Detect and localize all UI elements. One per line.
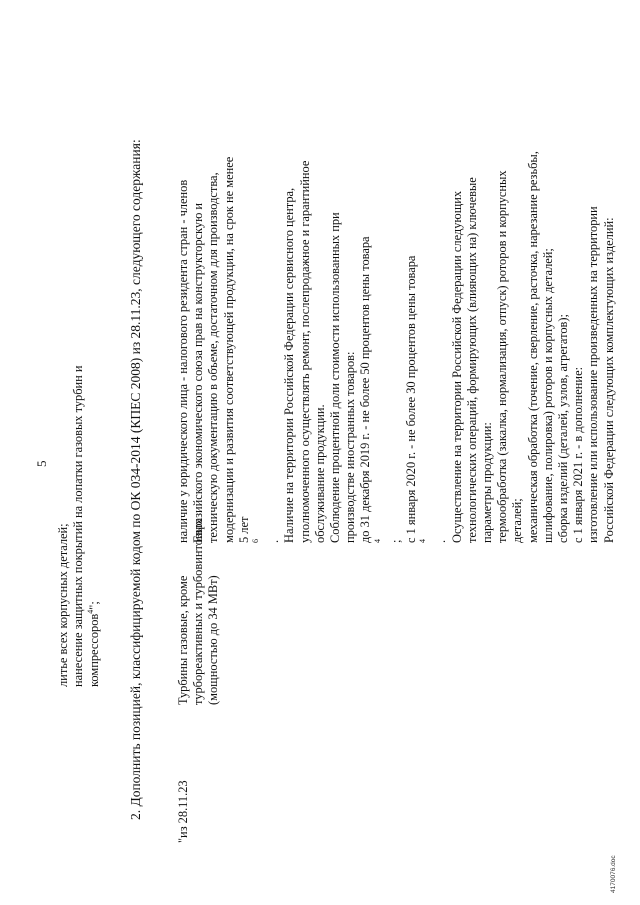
item-2-heading: 2. Дополнить позицией, классифицируемой кодом по ОК 034-2014 (КПЕС 2008) из 28.11.23, следующего содержания: <box>128 139 143 820</box>
req-line: наличие у юридического лица - налогового резидента стран - членов <box>176 179 190 543</box>
req-line: с 1 января 2020 г. - не более 30 процентов цены товара $^4$ . <box>404 255 449 543</box>
product-name-line: турбореактивных и турбовинтовых <box>191 518 206 705</box>
req-line: Осуществление на территории Российской Федерации следующих <box>449 190 464 543</box>
req-line: технологических операций, формирующих (влияющих на) ключевые <box>464 177 479 543</box>
req-line: термообработка (закалка, нормализация, отпуск) роторов и корпусных <box>495 170 510 543</box>
req-line: Соблюдение процентной доли стоимости использованных при <box>328 212 343 543</box>
req-line: до 31 декабря 2019 г. - не более 50 процентов цены товара $^4$ ; <box>358 236 403 543</box>
footnote-ref: 6 <box>250 539 260 543</box>
product-name-line: (мощностью до 34 МВт) <box>206 575 221 705</box>
classification-code: "из 28.11.23 <box>176 780 190 843</box>
req-line: производстве иностранных товаров: <box>343 351 358 543</box>
req-line: сборка изделий (деталей, узлов, агрегатов); <box>556 314 571 543</box>
req-line: обслуживание продукции. <box>312 404 327 543</box>
req-line: Российской Федерации следующих комплектующих изделий: <box>601 217 616 543</box>
continuation-line-3: компрессоров$^4$"; <box>85 601 101 687</box>
req-line: изготовление или использование произведенных на территории <box>586 206 601 543</box>
file-name-label: 4170076.doc <box>610 855 617 893</box>
req-line: модернизации и развития соответствующей продукции, на срок не менее <box>221 156 236 543</box>
req-line: Евразийского экономического союза прав на конструкторскую и <box>191 202 206 543</box>
req-line: шлифование, полировка) роторов и корпусных деталей; <box>540 248 555 543</box>
continuation-line-1: литье всех корпусных деталей; <box>56 523 70 687</box>
req-line: деталей; <box>510 498 525 543</box>
continuation-line-2: нанесение защитных покрытий на лопатки газовых турбин и <box>71 365 85 687</box>
req-line: уполномоченного осуществлять ремонт, послепродажное и гарантийное <box>297 160 312 543</box>
product-name <box>176 519 222 705</box>
req-line: с 1 января 2021 г. - в дополнение: <box>571 366 586 543</box>
footnote-ref: 4 <box>372 539 382 543</box>
req-line: механическая обработка (точение, сверление, расточка, нарезание резьбы, <box>525 151 540 543</box>
requirements-text <box>176 151 617 543</box>
req-line: техническую документацию в объеме, достаточном для производства, <box>206 172 221 543</box>
product-name-line: Турбины газовые, кроме <box>176 575 190 705</box>
page-number: 5 <box>34 460 49 467</box>
footnote-ref: 4 <box>418 539 428 543</box>
req-line: 5 лет $^6$ . <box>236 516 282 543</box>
req-line: Наличие на территории Российской Федерации сервисного центра, <box>282 187 297 543</box>
footnote-ref: 4 <box>85 609 95 614</box>
req-line: параметры продукции: <box>480 422 495 543</box>
